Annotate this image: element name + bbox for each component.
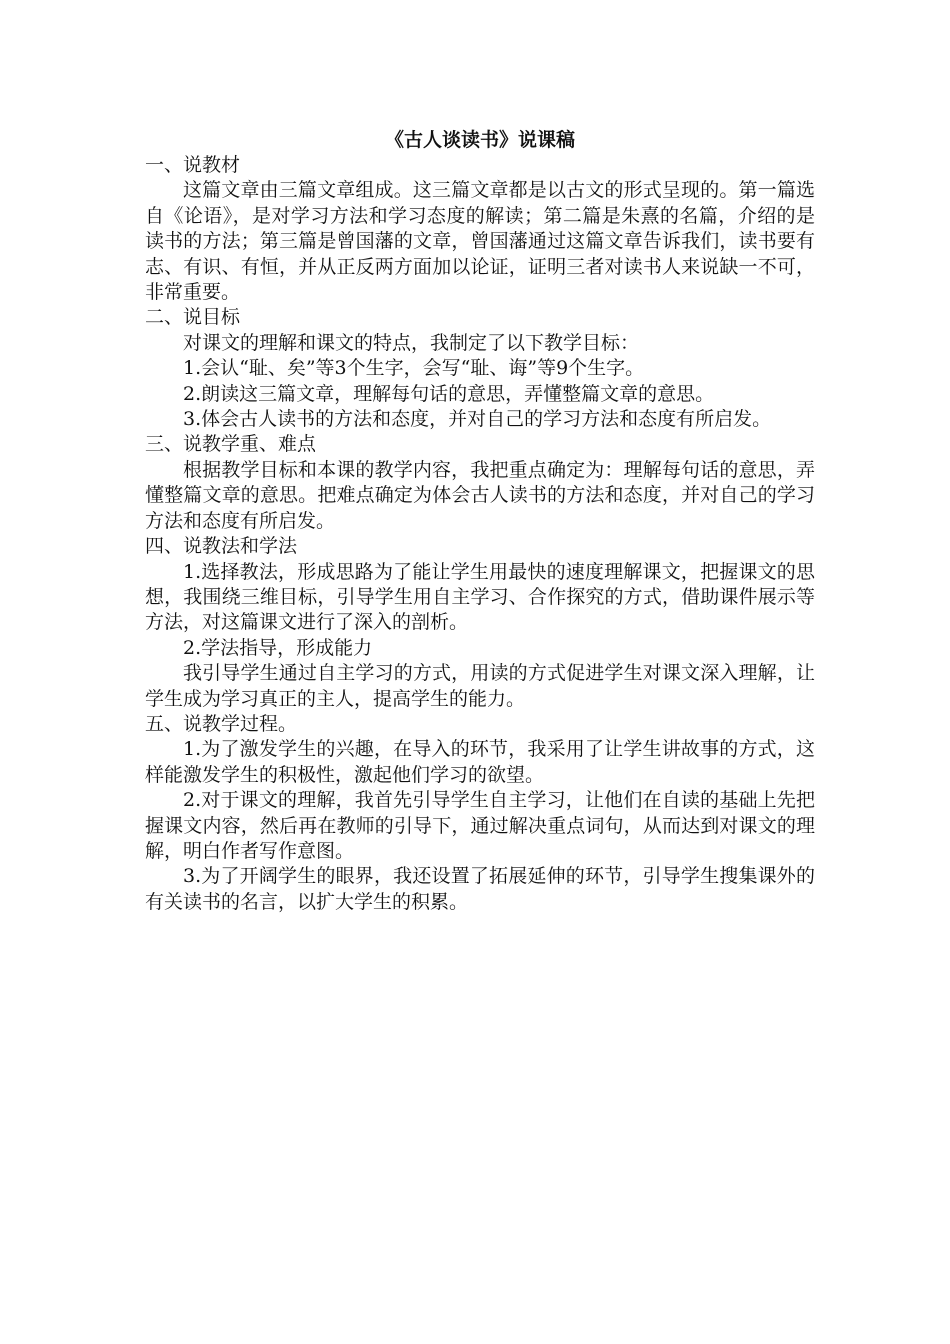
section-heading-process: 五、说教学过程。 bbox=[145, 712, 298, 735]
list-item: 2.对于课文的理解，我首先引导学生自主学习，让他们在自读的基础上先把握课文内容，然后再在教师的引导下，通过解决重点词句，从而达到对课文的理解，明白作者写作意图。 bbox=[145, 789, 815, 862]
list-item: 1.选择教法，形成思路为了能让学生用最快的速度理解课文，把握课文的思想，我围绕三维目标，引导学生用自主学习、合作探究的方式，借助课件展示等方法，对这篇课文进行了深入的剖析。 bbox=[145, 560, 815, 634]
document-body bbox=[145, 128, 815, 915]
list-item: 2.朗读这三篇文章，理解每句话的意思，弄懂整篇文章的意思。 bbox=[183, 382, 715, 405]
document-title: 《古人谈读书》说课稿 bbox=[384, 129, 575, 151]
paragraph: 我引导学生通过自主学习的方式，用读的方式促进学生对课文深入理解，让学生成为学习真正的主人，提高学生的能力。 bbox=[145, 662, 815, 710]
section-heading-textbook: 一、说教材 bbox=[145, 154, 241, 176]
list-item: 3.体会古人读书的方法和态度，并对自己的学习方法和态度有所启发。 bbox=[183, 408, 772, 431]
paragraph: 根据教学目标和本课的教学内容，我把重点确定为：理解每句话的意思，弄懂整篇文章的意思。把难点确定为体会古人读书的方法和态度，并对自己的学习方法和态度有所启发。 bbox=[145, 458, 815, 532]
list-item: 3.为了开阔学生的眼界，我还设置了拓展延伸的环节，引导学生搜集课外的有关读书的名言，以扩大学生的积累。 bbox=[145, 865, 815, 913]
list-item: 1.为了激发学生的兴趣，在导入的环节，我采用了让学生讲故事的方式，这样能激发学生的积极性，激起他们学习的欲望。 bbox=[145, 738, 815, 786]
paragraph: 这篇文章由三篇文章组成。这三篇文章都是以古文的形式呈现的。第一篇选自《论语》，是对学习方法和学习态度的解读；第二篇是朱熹的名篇，介绍的是读书的方法；第三篇是曾国藩的文章，曾国藩通过这篇文章告诉我们，读书要有志、有识、有恒，并从正反两方面加以论证，证明三者对读书人来说缺一不可，非常重要。 bbox=[145, 179, 815, 304]
list-item: 1.会认“耻、矣”等3个生字，会写“耻、诲”等9个生字。 bbox=[183, 357, 645, 380]
section-heading-objectives: 二、说目标 bbox=[145, 306, 241, 329]
list-item: 2.学法指导，形成能力 bbox=[183, 636, 373, 659]
section-heading-methods: 四、说教法和学法 bbox=[145, 535, 298, 558]
paragraph: 对课文的理解和课文的特点，我制定了以下教学目标： bbox=[183, 331, 640, 354]
section-heading-key-points: 三、说教学重、难点 bbox=[145, 433, 317, 456]
